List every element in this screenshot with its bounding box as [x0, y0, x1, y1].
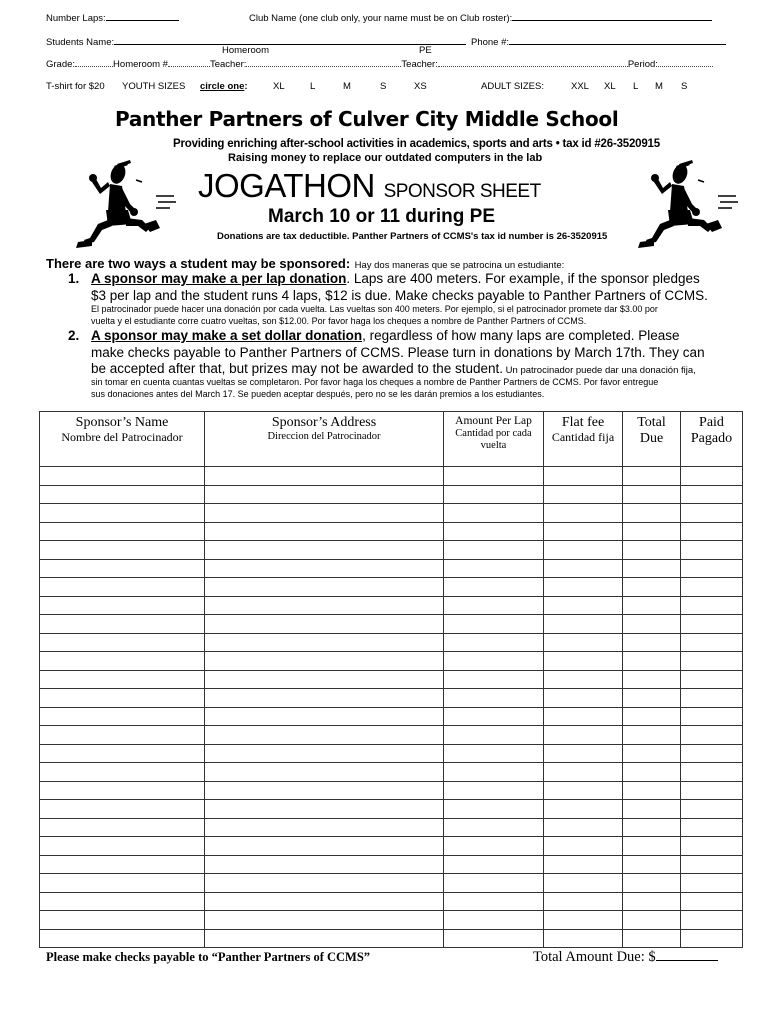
item-1-spanish-1: El patrocinador puede hacer una donación por cada vuelta. Las vueltas son 400 meters. Por ejemplo, si el patrocinador promete dar $3.00 por	[91, 304, 658, 314]
cell-sponsor-name[interactable]	[40, 726, 205, 745]
cell-sponsor-address[interactable]	[205, 559, 444, 578]
sponsor-table	[39, 411, 743, 948]
adult-size-m[interactable]: M	[655, 81, 663, 92]
item-2-heading: A sponsor may make a set dollar donation	[91, 328, 363, 343]
table-row	[40, 541, 743, 560]
youth-size-s[interactable]: S	[380, 81, 387, 92]
cell-flat-fee[interactable]	[544, 707, 623, 726]
cell-flat-fee[interactable]	[544, 578, 623, 597]
table-row	[40, 578, 743, 597]
club-name-label: Club Name (one club only, your name must be on Club roster):	[249, 13, 513, 24]
table-row	[40, 763, 743, 782]
phone-field[interactable]	[471, 35, 726, 48]
cell-total-due[interactable]	[623, 763, 681, 782]
cell-flat-fee[interactable]	[544, 837, 623, 856]
club-name-blank[interactable]	[512, 11, 712, 21]
adult-size-xxl[interactable]: XXL	[571, 81, 589, 92]
col-flat-fee	[544, 412, 623, 467]
cell-sponsor-name[interactable]	[40, 929, 205, 948]
cell-sponsor-address[interactable]	[205, 541, 444, 560]
phone-label: Phone #:	[471, 37, 510, 48]
org-purpose: Raising money to replace our outdated computers in the lab	[228, 152, 543, 164]
org-title: Panther Partners of Culver City Middle School	[115, 107, 619, 131]
cell-total-due[interactable]	[623, 485, 681, 504]
table-row	[40, 522, 743, 541]
cell-sponsor-address[interactable]	[205, 929, 444, 948]
cell-amount-per-lap[interactable]	[444, 541, 544, 560]
cell-total-due[interactable]	[623, 633, 681, 652]
cell-flat-fee[interactable]	[544, 763, 623, 782]
cell-sponsor-address[interactable]	[205, 504, 444, 523]
cell-paid[interactable]	[681, 855, 743, 874]
cell-total-due[interactable]	[623, 578, 681, 597]
homeroom-number-label: Homeroom #	[113, 59, 168, 70]
col-sponsor-address	[205, 412, 444, 467]
table-row	[40, 670, 743, 689]
col-sponsor-name-en: Sponsor’s Name	[75, 415, 169, 430]
org-tagline: Providing enriching after-school activities in academics, sports and arts • tax id #26-3520915	[173, 138, 660, 150]
cell-flat-fee[interactable]	[544, 485, 623, 504]
cell-sponsor-address[interactable]	[205, 689, 444, 708]
adult-sizes-label: ADULT SIZES:	[481, 81, 544, 92]
circle-one-label	[200, 81, 248, 92]
table-header-row	[40, 412, 743, 467]
intro-colon: :	[345, 256, 351, 271]
cell-flat-fee[interactable]	[544, 781, 623, 800]
cell-sponsor-address[interactable]	[205, 818, 444, 837]
table-row	[40, 689, 743, 708]
item-2-line-3	[91, 361, 696, 376]
cell-amount-per-lap[interactable]	[444, 781, 544, 800]
event-subtitle: SPONSOR SHEET	[383, 181, 541, 202]
cell-sponsor-name[interactable]	[40, 578, 205, 597]
col-paid	[681, 412, 743, 467]
cell-paid[interactable]	[681, 485, 743, 504]
cell-sponsor-name[interactable]	[40, 596, 205, 615]
cell-flat-fee[interactable]	[544, 652, 623, 671]
cell-total-due[interactable]	[623, 744, 681, 763]
cell-amount-per-lap[interactable]	[444, 874, 544, 893]
period-label: Period:	[627, 59, 658, 70]
cell-total-due[interactable]	[623, 911, 681, 930]
youth-sizes-label: YOUTH SIZES	[122, 81, 186, 92]
cell-amount-per-lap[interactable]	[444, 504, 544, 523]
col-total-due-2: Due	[639, 431, 664, 447]
students-name-label: Students Name:	[46, 37, 115, 48]
cell-sponsor-address[interactable]	[205, 485, 444, 504]
cell-paid[interactable]	[681, 781, 743, 800]
col-sponsor-address-en: Sponsor’s Address	[271, 415, 377, 430]
cell-amount-per-lap[interactable]	[444, 818, 544, 837]
cell-amount-per-lap[interactable]	[444, 485, 544, 504]
cell-total-due[interactable]	[623, 689, 681, 708]
period-blank[interactable]	[658, 57, 713, 67]
cell-total-due[interactable]	[623, 800, 681, 819]
cell-flat-fee[interactable]	[544, 522, 623, 541]
cell-total-due[interactable]	[623, 781, 681, 800]
cell-total-due[interactable]	[623, 522, 681, 541]
cell-amount-per-lap[interactable]	[444, 707, 544, 726]
students-name-blank[interactable]	[114, 35, 466, 45]
cell-total-due[interactable]	[623, 929, 681, 948]
cell-paid[interactable]	[681, 596, 743, 615]
col-total-due	[623, 412, 681, 467]
table-row	[40, 837, 743, 856]
cell-sponsor-address[interactable]	[205, 855, 444, 874]
cell-sponsor-address[interactable]	[205, 726, 444, 745]
col-total-due-1: Total	[637, 415, 666, 430]
cell-sponsor-address[interactable]	[205, 892, 444, 911]
pe-teacher-label: Teacher:	[401, 59, 438, 70]
cell-flat-fee[interactable]	[544, 615, 623, 634]
runner-icon-left	[70, 160, 180, 252]
homeroom-number-blank[interactable]	[168, 57, 210, 67]
table-row	[40, 485, 743, 504]
item-2-spanish-2: sus donaciones antes del March 17. Se pueden aceptar después, pero no se les darán premios a los estudiantes.	[91, 389, 545, 399]
item-2-line-2: make checks payable to Panther Partners of CCMS. Please turn in donations by March 17th. They can	[91, 345, 705, 360]
cell-flat-fee[interactable]	[544, 855, 623, 874]
col-sponsor-name	[40, 412, 205, 467]
cell-sponsor-address[interactable]	[205, 615, 444, 634]
adult-size-xl[interactable]: XL	[604, 81, 616, 92]
number-laps-field[interactable]	[46, 11, 179, 24]
cell-total-due[interactable]	[623, 559, 681, 578]
cell-sponsor-name[interactable]	[40, 744, 205, 763]
cell-total-due[interactable]	[623, 596, 681, 615]
item-1-line-1	[91, 271, 700, 286]
cell-total-due[interactable]	[623, 652, 681, 671]
col-flat-fee-en: Flat fee	[561, 415, 605, 430]
adult-size-s[interactable]: S	[681, 81, 688, 92]
event-title-block	[198, 167, 541, 205]
checks-payable-note: Please make checks payable to “Panther Partners of CCMS”	[46, 950, 371, 964]
cell-sponsor-address[interactable]	[205, 707, 444, 726]
phone-blank[interactable]	[509, 35, 726, 45]
cell-sponsor-address[interactable]	[205, 763, 444, 782]
table-row	[40, 467, 743, 486]
cell-sponsor-address[interactable]	[205, 744, 444, 763]
table-row	[40, 781, 743, 800]
col-amount-per-lap-es: Cantidad por cada vuelta	[455, 428, 532, 452]
cell-paid[interactable]	[681, 615, 743, 634]
cell-sponsor-address[interactable]	[205, 652, 444, 671]
cell-sponsor-name[interactable]	[40, 559, 205, 578]
item-2-text-1: , regardless of how many laps are completed. Please	[362, 328, 680, 343]
cell-sponsor-name[interactable]	[40, 818, 205, 837]
sponsor-table-body	[40, 467, 743, 948]
cell-total-due[interactable]	[623, 467, 681, 486]
cell-sponsor-name[interactable]	[40, 633, 205, 652]
cell-sponsor-name[interactable]	[40, 800, 205, 819]
cell-paid[interactable]	[681, 744, 743, 763]
cell-sponsor-name[interactable]	[40, 874, 205, 893]
cell-sponsor-address[interactable]	[205, 522, 444, 541]
cell-total-due[interactable]	[623, 874, 681, 893]
cell-amount-per-lap[interactable]	[444, 892, 544, 911]
table-row	[40, 818, 743, 837]
cell-flat-fee[interactable]	[544, 596, 623, 615]
cell-sponsor-address[interactable]	[205, 578, 444, 597]
col-amount-per-lap-en: Amount Per Lap	[455, 415, 532, 427]
cell-flat-fee[interactable]	[544, 689, 623, 708]
pe-teacher-caption: PE	[419, 45, 432, 56]
cell-paid[interactable]	[681, 800, 743, 819]
cell-sponsor-name[interactable]	[40, 485, 205, 504]
cell-sponsor-name[interactable]	[40, 837, 205, 856]
cell-paid[interactable]	[681, 578, 743, 597]
circle-one-text: circle one	[200, 81, 245, 92]
cell-amount-per-lap[interactable]	[444, 911, 544, 930]
cell-amount-per-lap[interactable]	[444, 837, 544, 856]
table-row	[40, 929, 743, 948]
cell-sponsor-name[interactable]	[40, 541, 205, 560]
cell-paid[interactable]	[681, 652, 743, 671]
item-1-text-1: . Laps are 400 meters. For example, if the sponsor pledges	[346, 271, 700, 286]
table-row	[40, 726, 743, 745]
table-row	[40, 707, 743, 726]
tshirt-price: T-shirt for $20	[46, 81, 105, 92]
homeroom-teacher-caption: Homeroom	[222, 45, 269, 56]
cell-amount-per-lap[interactable]	[444, 855, 544, 874]
item-2-spanish-inline: Un patrocinador puede dar una donación fija,	[503, 365, 696, 376]
cell-amount-per-lap[interactable]	[444, 800, 544, 819]
circle-one-colon: :	[244, 81, 248, 92]
grade-row	[46, 57, 713, 70]
pe-teacher-blank[interactable]	[438, 57, 628, 67]
table-row	[40, 633, 743, 652]
cell-amount-per-lap[interactable]	[444, 578, 544, 597]
cell-paid[interactable]	[681, 670, 743, 689]
cell-total-due[interactable]	[623, 615, 681, 634]
cell-sponsor-address[interactable]	[205, 911, 444, 930]
cell-paid[interactable]	[681, 929, 743, 948]
cell-flat-fee[interactable]	[544, 467, 623, 486]
cell-paid[interactable]	[681, 559, 743, 578]
cell-flat-fee[interactable]	[544, 541, 623, 560]
table-row	[40, 911, 743, 930]
cell-paid[interactable]	[681, 541, 743, 560]
item-1-line-2: $3 per lap and the student runs 4 laps, $12 is due. Make checks payable to Panther Partners of CCMS.	[91, 288, 708, 303]
cell-sponsor-name[interactable]	[40, 855, 205, 874]
cell-paid[interactable]	[681, 504, 743, 523]
table-row	[40, 744, 743, 763]
runner-icon-right	[632, 160, 742, 252]
youth-size-xs[interactable]: XS	[414, 81, 427, 92]
cell-total-due[interactable]	[623, 541, 681, 560]
grade-blank[interactable]	[75, 57, 113, 67]
cell-sponsor-name[interactable]	[40, 504, 205, 523]
cell-paid[interactable]	[681, 522, 743, 541]
table-row	[40, 559, 743, 578]
cell-paid[interactable]	[681, 726, 743, 745]
cell-sponsor-name[interactable]	[40, 652, 205, 671]
cell-sponsor-name[interactable]	[40, 670, 205, 689]
cell-amount-per-lap[interactable]	[444, 929, 544, 948]
cell-amount-per-lap[interactable]	[444, 559, 544, 578]
col-paid-en: Paid	[699, 415, 724, 430]
cell-flat-fee[interactable]	[544, 504, 623, 523]
cell-paid[interactable]	[681, 874, 743, 893]
adult-size-l[interactable]: L	[633, 81, 639, 92]
cell-amount-per-lap[interactable]	[444, 763, 544, 782]
cell-total-due[interactable]	[623, 818, 681, 837]
col-sponsor-name-es: Nombre del Patrocinador	[61, 430, 183, 445]
cell-sponsor-name[interactable]	[40, 781, 205, 800]
table-row	[40, 504, 743, 523]
cell-amount-per-lap[interactable]	[444, 596, 544, 615]
table-row	[40, 855, 743, 874]
cell-total-due[interactable]	[623, 670, 681, 689]
tax-note: Donations are tax deductible. Panther Partners of CCMS's tax id number is 26-3520915	[217, 231, 608, 242]
table-row	[40, 615, 743, 634]
total-amount-label: Total Amount Due: $	[533, 949, 656, 965]
number-laps-label: Number Laps:	[46, 13, 106, 24]
cell-sponsor-name[interactable]	[40, 707, 205, 726]
cell-paid[interactable]	[681, 892, 743, 911]
item-1-heading: A sponsor may make a per lap donation	[91, 271, 347, 286]
cell-total-due[interactable]	[623, 726, 681, 745]
cell-amount-per-lap[interactable]	[444, 670, 544, 689]
cell-sponsor-address[interactable]	[205, 781, 444, 800]
cell-amount-per-lap[interactable]	[444, 467, 544, 486]
cell-total-due[interactable]	[623, 892, 681, 911]
cell-paid[interactable]	[681, 763, 743, 782]
cell-sponsor-address[interactable]	[205, 633, 444, 652]
homeroom-teacher-blank[interactable]	[246, 57, 401, 67]
cell-sponsor-address[interactable]	[205, 670, 444, 689]
cell-paid[interactable]	[681, 707, 743, 726]
cell-total-due[interactable]	[623, 504, 681, 523]
cell-total-due[interactable]	[623, 837, 681, 856]
cell-sponsor-name[interactable]	[40, 763, 205, 782]
col-amount-per-lap	[444, 412, 544, 467]
item-2-text-3: be accepted after that, but prizes may not be awarded to the student.	[91, 361, 504, 376]
item-1-number: 1.	[68, 271, 80, 286]
table-row	[40, 596, 743, 615]
grade-label: Grade:	[46, 59, 76, 70]
cell-paid[interactable]	[681, 633, 743, 652]
item-2-spanish-1: sin tomar en cuenta cuantas vueltas se completaron. Por favor haga los cheques a nombre de Panther Partners de CCMS. Por favor entregue	[91, 377, 659, 387]
cell-flat-fee[interactable]	[544, 559, 623, 578]
cell-sponsor-address[interactable]	[205, 467, 444, 486]
item-2-number: 2.	[68, 328, 80, 343]
table-row	[40, 892, 743, 911]
cell-sponsor-name[interactable]	[40, 892, 205, 911]
cell-amount-per-lap[interactable]	[444, 689, 544, 708]
youth-size-m[interactable]: M	[343, 81, 351, 92]
table-row	[40, 652, 743, 671]
cell-sponsor-name[interactable]	[40, 522, 205, 541]
total-amount-blank[interactable]	[656, 948, 718, 961]
cell-flat-fee[interactable]	[544, 744, 623, 763]
cell-sponsor-name[interactable]	[40, 467, 205, 486]
cell-amount-per-lap[interactable]	[444, 522, 544, 541]
cell-sponsor-name[interactable]	[40, 911, 205, 930]
youth-size-xl[interactable]: XL	[273, 81, 285, 92]
cell-sponsor-name[interactable]	[40, 615, 205, 634]
club-name-field[interactable]	[249, 11, 712, 24]
col-flat-fee-es: Cantidad fija	[551, 430, 615, 445]
cell-sponsor-address[interactable]	[205, 837, 444, 856]
cell-amount-per-lap[interactable]	[444, 744, 544, 763]
item-1-spanish-2: vuelta y el estudiante corre cuatro vueltas, son $12.00. Por favor haga los cheques a nombre de Panther Partners of CCMS.	[91, 316, 587, 326]
cell-sponsor-name[interactable]	[40, 689, 205, 708]
item-2-line-1	[91, 328, 680, 343]
table-row	[40, 874, 743, 893]
cell-sponsor-address[interactable]	[205, 800, 444, 819]
cell-flat-fee[interactable]	[544, 633, 623, 652]
cell-amount-per-lap[interactable]	[444, 633, 544, 652]
cell-amount-per-lap[interactable]	[444, 726, 544, 745]
homeroom-teacher-label: Teacher:	[209, 59, 247, 70]
cell-flat-fee[interactable]	[544, 800, 623, 819]
cell-paid[interactable]	[681, 689, 743, 708]
cell-total-due[interactable]	[623, 707, 681, 726]
cell-sponsor-address[interactable]	[205, 596, 444, 615]
cell-amount-per-lap[interactable]	[444, 615, 544, 634]
cell-flat-fee[interactable]	[544, 911, 623, 930]
cell-total-due[interactable]	[623, 855, 681, 874]
cell-amount-per-lap[interactable]	[444, 652, 544, 671]
intro-spanish: Hay dos maneras que se patrocina un estudiante:	[354, 260, 565, 271]
cell-paid[interactable]	[681, 911, 743, 930]
number-laps-blank[interactable]	[106, 11, 179, 21]
youth-size-l[interactable]: L	[310, 81, 316, 92]
event-date: March 10 or 11 during PE	[268, 206, 496, 227]
table-row	[40, 800, 743, 819]
cell-flat-fee[interactable]	[544, 670, 623, 689]
cell-flat-fee[interactable]	[544, 726, 623, 745]
event-title: JOGATHON	[198, 167, 375, 204]
cell-sponsor-address[interactable]	[205, 874, 444, 893]
col-paid-es: Pagado	[690, 431, 733, 447]
cell-paid[interactable]	[681, 837, 743, 856]
cell-paid[interactable]	[681, 467, 743, 486]
cell-flat-fee[interactable]	[544, 874, 623, 893]
intro-bold: There are two ways a student may be sponsored	[46, 256, 346, 271]
col-sponsor-address-es: Direccion del Patrocinador	[267, 431, 381, 443]
total-amount-due	[533, 948, 718, 966]
cell-flat-fee[interactable]	[544, 892, 623, 911]
cell-paid[interactable]	[681, 818, 743, 837]
cell-flat-fee[interactable]	[544, 818, 623, 837]
cell-flat-fee[interactable]	[544, 929, 623, 948]
